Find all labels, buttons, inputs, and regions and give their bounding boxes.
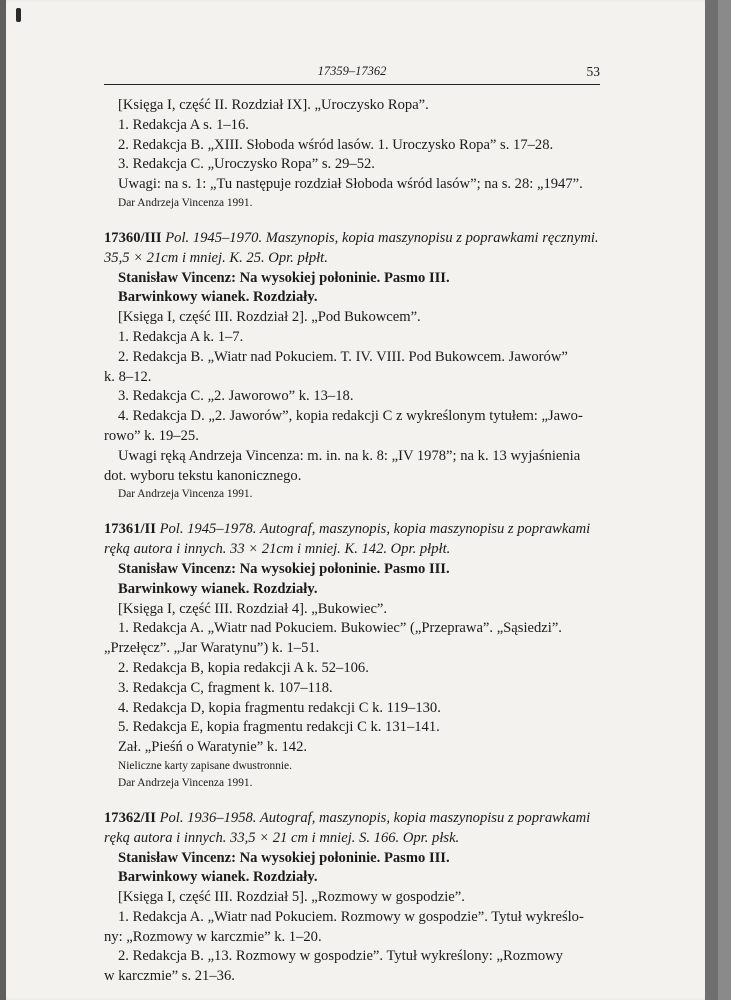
entry-header-line	[104, 229, 600, 249]
entry-line: 2. Redakcja B. „Wiatr nad Pokuciem. T. IV. VIII. Pod Bukowcem. Jaworów”	[118, 348, 568, 365]
entry-signature: 17361/II	[104, 521, 156, 538]
entry-header-line	[104, 809, 600, 829]
entry-note: Dar Andrzeja Vincenza 1991.	[118, 488, 253, 501]
entry-line: 2. Redakcja B. „XIII. Słoboda wśród lasów. 1. Uroczysko Ropa” s. 17–28.	[118, 136, 554, 153]
running-head-title: 17359–17362	[317, 64, 387, 78]
entry-line: 4. Redakcja D, kopia fragmentu redakcji C k. 119–130.	[118, 699, 441, 716]
entry-title-cont: Barwinkowy wianek. Rozdziały.	[118, 869, 318, 886]
entry-line: 2. Redakcja B. „13. Rozmowy w gospodzie”. Tytuł wykreślony: „Rozmowy	[118, 948, 563, 965]
entry-note: Dar Andrzeja Vincenza 1991.	[118, 196, 253, 209]
entry-line: Zał. „Pieśń o Waratynie” k. 142.	[118, 739, 308, 756]
catalog-entry-continued	[104, 96, 600, 212]
entry-line: rowo” k. 19–25.	[104, 427, 199, 444]
entry-description: Pol. 1936–1958. Autograf, maszynopis, kopia maszynopisu z poprawkami	[159, 809, 591, 826]
entry-title: Stanisław Vincenz: Na wysokiej połoninie. Pasmo III.	[118, 849, 450, 866]
entry-description-cont: ręką autora i innych. 33 × 21cm i mniej. K. 142. Opr. płpłt.	[104, 541, 451, 558]
entry-description-cont: 35,5 × 21cm i mniej. K. 25. Opr. płpłt.	[104, 249, 328, 266]
catalog-entry-17360	[104, 229, 600, 503]
entry-note: Dar Andrzeja Vincenza 1991.	[118, 776, 253, 789]
entry-title: Stanisław Vincenz: Na wysokiej połoninie. Pasmo III.	[118, 269, 450, 286]
entry-line: [Księga I, część III. Rozdział 4]. „Bukowiec”.	[118, 600, 388, 617]
entry-line: 3. Redakcja C, fragment k. 107–118.	[118, 679, 333, 696]
scan-corner-mark	[16, 8, 21, 22]
entry-line: w karczmie” s. 21–36.	[104, 968, 235, 985]
entry-line: Uwagi: na s. 1: „Tu następuje rozdział Słoboda wśród lasów”; na s. 28: „1947”.	[118, 176, 583, 193]
entry-line: 1. Redakcja A. „Wiatr nad Pokuciem. Rozmowy w gospodzie”. Tytuł wykreślo-	[118, 908, 584, 925]
entry-line: Uwagi ręką Andrzeja Vincenza: m. in. na k. 8: „IV 1978”; na k. 13 wyjaśnienia	[118, 447, 581, 464]
entry-line: 5. Redakcja E, kopia fragmentu redakcji C k. 131–141.	[118, 719, 440, 736]
entry-title-cont: Barwinkowy wianek. Rozdziały.	[118, 289, 318, 306]
entry-line: [Księga I, część III. Rozdział 2]. „Pod Bukowcem”.	[118, 309, 421, 326]
header-rule	[104, 84, 600, 85]
entry-line: 3. Redakcja C. „Uroczysko Ropa” s. 29–52.	[118, 156, 375, 173]
running-head	[104, 64, 600, 82]
entry-line: 1. Redakcja A s. 1–16.	[118, 116, 249, 133]
entry-line: ny: „Rozmowy w karczmie” k. 1–20.	[104, 928, 322, 945]
entry-description: Pol. 1945–1978. Autograf, maszynopis, kopia maszynopisu z poprawkami	[159, 521, 591, 538]
entry-line: [Księga I, część III. Rozdział 5]. „Rozmowy w gospodzie”.	[118, 889, 465, 906]
entry-description: Pol. 1945–1970. Maszynopis, kopia maszynopisu z poprawkami ręcznymi.	[165, 229, 599, 246]
page-number: 53	[586, 64, 600, 79]
catalog-entry-17362	[104, 809, 600, 987]
entry-line: dot. wyboru tekstu kanonicznego.	[104, 467, 302, 484]
entry-line: 3. Redakcja C. „2. Jaworowo” k. 13–18.	[118, 388, 354, 405]
catalog-entry-17361	[104, 520, 600, 792]
entry-line: 4. Redakcja D. „2. Jaworów”, kopia redakcji C z wykreślonym tytułem: „Jawo-	[118, 408, 583, 425]
entry-line: 2. Redakcja B, kopia redakcji A k. 52–106.	[118, 659, 369, 676]
entry-line: k. 8–12.	[104, 368, 152, 385]
page-edge-shadow	[705, 0, 718, 1000]
entry-signature: 17360/III	[104, 229, 162, 246]
entry-title-cont: Barwinkowy wianek. Rozdziały.	[118, 580, 318, 597]
entry-line: 1. Redakcja A k. 1–7.	[118, 328, 244, 345]
entry-line: 1. Redakcja A. „Wiatr nad Pokuciem. Bukowiec” („Przeprawa”. „Sąsiedzi”.	[118, 620, 562, 637]
entry-line: „Przełęcz”. „Jar Waratynu”) k. 1–51.	[104, 640, 320, 657]
entry-line: [Księga I, część II. Rozdział IX]. „Uroczysko Ropa”.	[118, 97, 429, 113]
entry-note: Nieliczne karty zapisane dwustronnie.	[118, 759, 292, 772]
entry-header-line	[104, 520, 600, 540]
entry-description-cont: ręką autora i innych. 33,5 × 21 cm i mniej. S. 166. Opr. płsk.	[104, 829, 460, 846]
entry-title: Stanisław Vincenz: Na wysokiej połoninie. Pasmo III.	[118, 560, 450, 577]
catalog-content	[104, 96, 600, 987]
entry-signature: 17362/II	[104, 809, 156, 826]
